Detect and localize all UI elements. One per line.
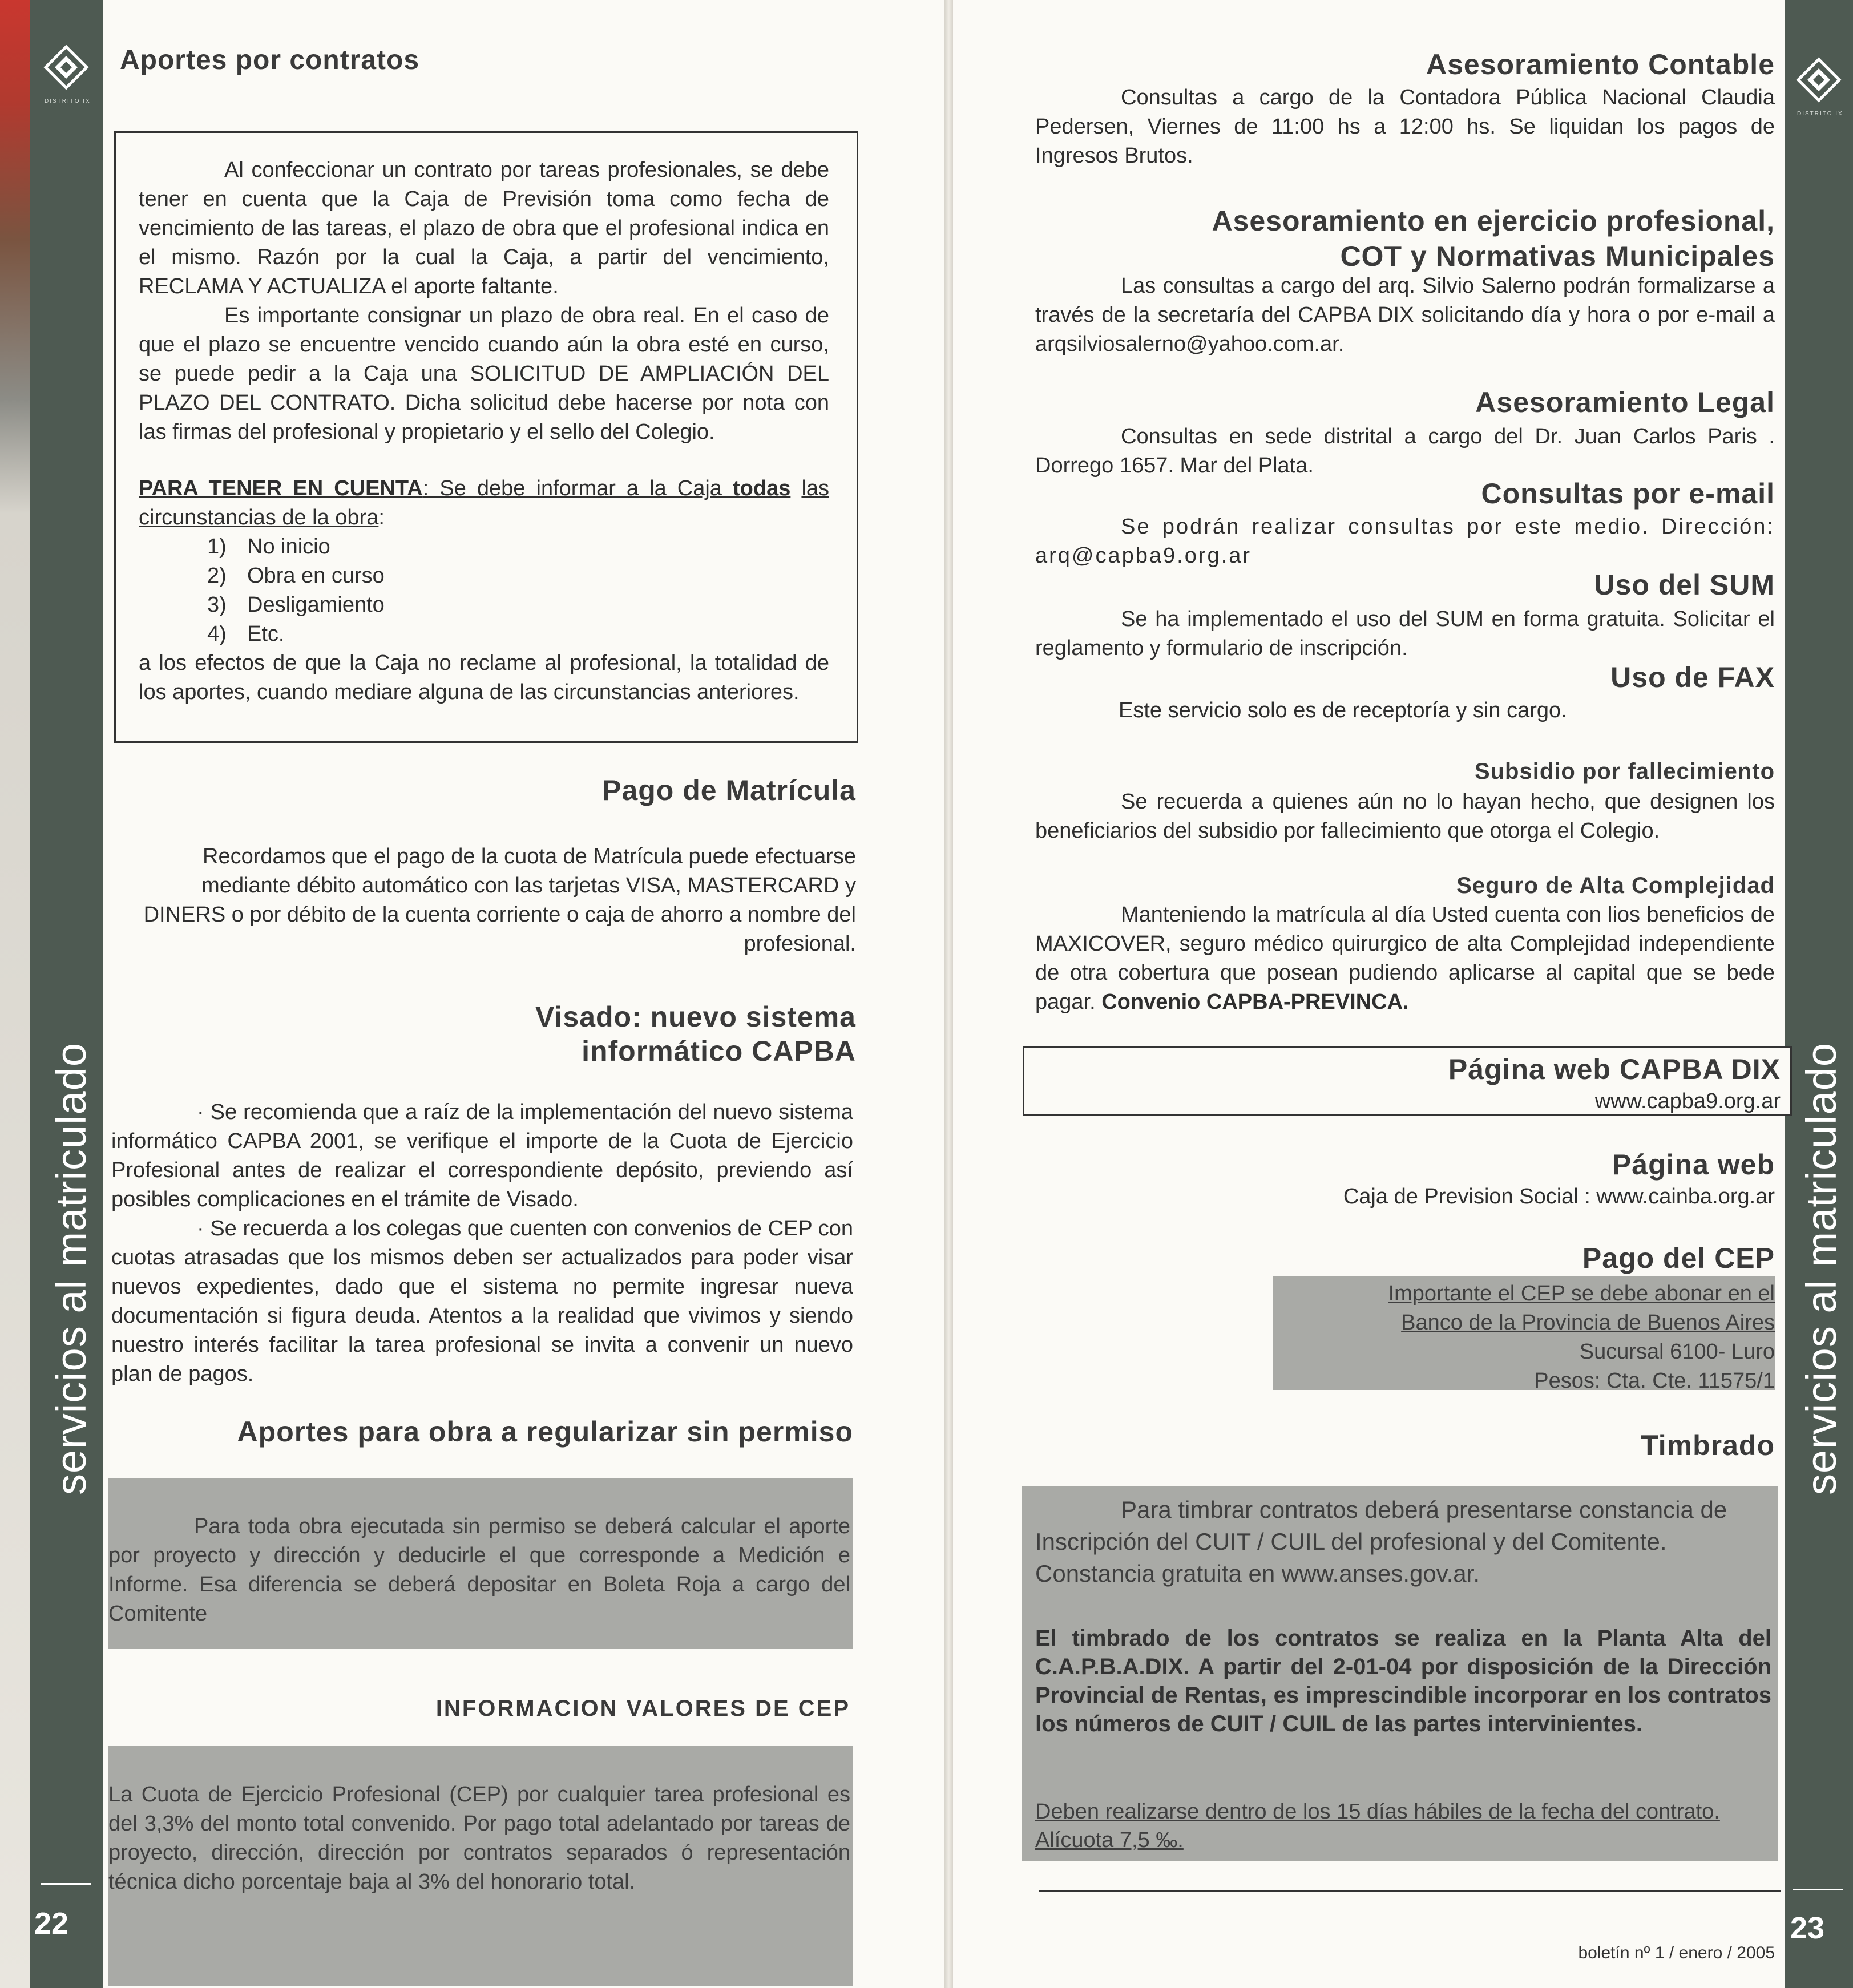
section-title: Uso del SUM [1594,569,1775,601]
gutter [944,0,953,1988]
contracts-text [139,156,829,707]
timbrado-text: Deben realizarse dentro de los 15 días hábiles de la fecha del contrato. Alícuota 7,5 ‰. [1035,1800,1720,1852]
seguro-body: Manteniendo la matrícula al día Usted cuenta con lios beneficios de MAXICOVER, seguro médico quirurgico de alta Complejidad independiente de otra cobertura que posean pudiendo aplicarse al capital que se bede pagar. [1035,903,1775,1014]
paragraph: · Se recuerda a los colegas que cuenten con convenios de CEP con cuotas atrasadas que los mismos deben ser actualizados para poder visar nuevos expedientes, dado que el sistema no permite ingresar nueva documentación si figura deuda. Atentos a la realidad que vivimos y siendo nuestro interés facilitar la tarea profesional se invita a convenir un nuevo plan de pagos. [111,1217,853,1386]
divider [1793,1889,1843,1890]
seguro-text [1035,900,1775,1017]
pago-cep-line: Banco de la Provincia de Buenos Aires [1401,1311,1775,1335]
fax-text: Este servicio solo es de receptoría y sin cargo. [1119,698,1567,722]
list-item: 3) Desligamiento [207,593,385,617]
note-bold: todas [733,476,791,500]
email-text: Se podrán realizar consultas por este medio. Dirección: arq@capba9.org.ar [1035,515,1775,568]
pago-cep-box [1273,1276,1775,1393]
divider [41,1883,91,1885]
section-title: Asesoramiento Contable [1426,49,1775,80]
side-label: servicios al matriculado [1798,1042,1845,1495]
note-text: las circunstancias de la obra [139,476,830,530]
footer-divider [1039,1890,1781,1892]
section-title: Consultas por e-mail [1481,478,1775,510]
pago-cep-text [1388,1279,1775,1396]
section-title: Asesoramiento Legal [1475,386,1775,418]
contable-text: Consultas a cargo de la Contadora Pública Nacional Claudia Pedersen, Viernes de 11:00 hs a 12:00 hs. Se liquidan los pagos de Ingresos Brutos. [1035,86,1775,168]
capba-logo-icon [43,45,89,90]
section-title: INFORMACION VALORES DE CEP [435,1696,850,1721]
footer-text: boletín nº 1 / enero / 2005 [1578,1943,1775,1962]
page-number: 22 [34,1906,69,1941]
pago-cep-line: Pesos: Cta. Cte. 11575/1 [1534,1369,1775,1393]
section-title: Subsidio por fallecimiento [1474,759,1775,784]
subsidio-text: Se recuerda a quienes aún no lo hayan hecho, que designen los beneficiarios del subsidio por fallecimiento que otorga el Colegio. [1035,790,1775,843]
sin-permiso-box [108,1478,853,1649]
circumstances-list [139,532,829,649]
logo-caption: DISTRITO IX [1797,111,1843,117]
cep-info-box [108,1746,853,1986]
web-dix-link[interactable]: www.capba9.org.ar [1594,1089,1781,1113]
section-title: Timbrado [1641,1429,1775,1461]
right-page [953,0,1853,1988]
note [139,474,829,532]
left-sidebar [30,0,103,1988]
section-title [457,1000,856,1068]
pago-cep-line: Sucursal 6100- Luro [1579,1340,1775,1364]
paragraph: a los efectos de que la Caja no reclame al profesional, la totalidad de los aportes, cuando mediare alguna de las circunstancias anteriores. [139,651,829,704]
title-line: COT y Normativas Municipales [1340,240,1775,272]
capba-logo-icon [1796,57,1842,103]
legal-text: Consultas en sede distrital a cargo del Dr. Juan Carlos Paris . Dorrego 1657. Mar del Plata. [1035,425,1775,478]
seguro-bold: Convenio CAPBA-PREVINCA. [1101,990,1409,1014]
pago-cep-line: Importante el CEP se debe abonar en el [1388,1282,1775,1306]
logo-caption: DISTRITO IX [45,98,91,104]
contracts-box [114,131,858,743]
note-label: PARA TENER EN CUENTA [139,476,423,500]
section-title: Pago de Matrícula [602,774,856,806]
section-title [1039,203,1775,274]
list-item: 2) Obra en curso [207,564,385,588]
visado-text [111,1098,853,1389]
list-item: 4) Etc. [207,622,285,646]
paragraph: Es importante consignar un plazo de obra real. En el caso de que el plazo se encuentre vencido cuando aún la obra esté en curso, se puede pedir a la Caja una SOLICITUD DE AMPLIACIÓN DEL PLAZO DEL CONTRATO. Dicha solicitud debe hacerse por nota con las firmas del profesional y propietario y el sello del Colegio. [139,304,829,444]
title-line: informático CAPBA [582,1035,856,1067]
note-text: : Se debe informar a la Caja [422,476,733,500]
section-title: Pago del CEP [1582,1242,1775,1274]
sin-permiso-text: Para toda obra ejecutada sin permiso se deberá calcular el aporte por proyecto y dirección y deducirle el que corresponde a Medición e Informe. Esa diferencia se deberá depositar en Boleta Roja a cargo del Comitente [108,1514,850,1626]
timbrado-text: Para timbrar contratos deberá presentarse constancia de Inscripción del CUIT / CUIL del profesional y del Comitente. Constancia gratuita en www.anses.gov.ar. [1035,1496,1727,1587]
paragraph: Al confeccionar un contrato por tareas profesionales, se debe tener en cuenta que la Caja de Previsión toma como fecha de vencimiento de las tareas, el plazo de obra que el profesional indica en el mismo. Razón por la cual la Caja, a partir del vencimiento, RECLAMA Y ACTUALIZA el aporte faltante. [139,158,829,298]
list-item: 1) No inicio [207,535,330,559]
section-title: Página web CAPBA DIX [1448,1053,1781,1085]
note-colon: : [378,506,385,530]
section-title: Aportes por contratos [120,45,420,75]
paragraph: · Se recomienda que a raíz de la implementación del nuevo sistema informático CAPBA 2001, se verifique el importe de la Cuota de Ejercicio Profesional antes de realizar el correspondiente depósito, previendo así posibles complicaciones en el trámite de Visado. [111,1100,853,1211]
timbrado-text: El timbrado de los contratos se realiza en la Planta Alta del C.A.P.B.A.DIX. A partir del 2-01-04 por disposición de la Dirección Provincial de Rentas, es imprescindible incorporar en los contratos los números de CUIT / CUIL de las partes intervinientes. [1035,1626,1771,1736]
left-edge-strip [0,0,30,1988]
side-label: servicios al matriculado [47,1042,95,1495]
section-title: Aportes para obra a regularizar sin permiso [237,1416,853,1448]
sum-text: Se ha implementado el uso del SUM en forma gratuita. Solicitar el reglamento y formulario de inscripción. [1035,607,1775,660]
section-title: Uso de FAX [1610,661,1775,693]
right-sidebar [1785,0,1853,1988]
ejercicio-text: Las consultas a cargo del arq. Silvio Salerno podrán formalizarse a través de la secretaría del CAPBA DIX solicitando día y hora o por e-mail a arqsilviosalerno@yahoo.com.ar. [1035,274,1775,356]
web-dix-box [1023,1046,1792,1116]
page-number: 23 [1790,1911,1825,1945]
title-line: Visado: nuevo sistema [535,1001,856,1033]
section-title: Página web [1612,1149,1775,1181]
title-line: Asesoramiento en ejercicio profesional, [1212,205,1775,237]
web-caja-text: Caja de Prevision Social : www.cainba.org.ar [1343,1185,1775,1209]
timbrado-box [1022,1486,1778,1861]
matricula-text: Recordamos que el pago de la cuota de Matrícula puede efectuarse mediante débito automático con las tarjetas VISA, MASTERCARD y DINERS o por débito de la cuenta corriente o caja de ahorro a nombre del profesional. [143,845,856,956]
section-title: Seguro de Alta Complejidad [1456,873,1775,898]
cep-info-text: La Cuota de Ejercicio Profesional (CEP) por cualquier tarea profesional es del 3,3% del monto total convenido. Por pago total adelantado por tareas de proyecto, dirección, dirección por contratos separados ó representación técnica dicho porcentaje baja al 3% del honorario total. [108,1783,850,1894]
